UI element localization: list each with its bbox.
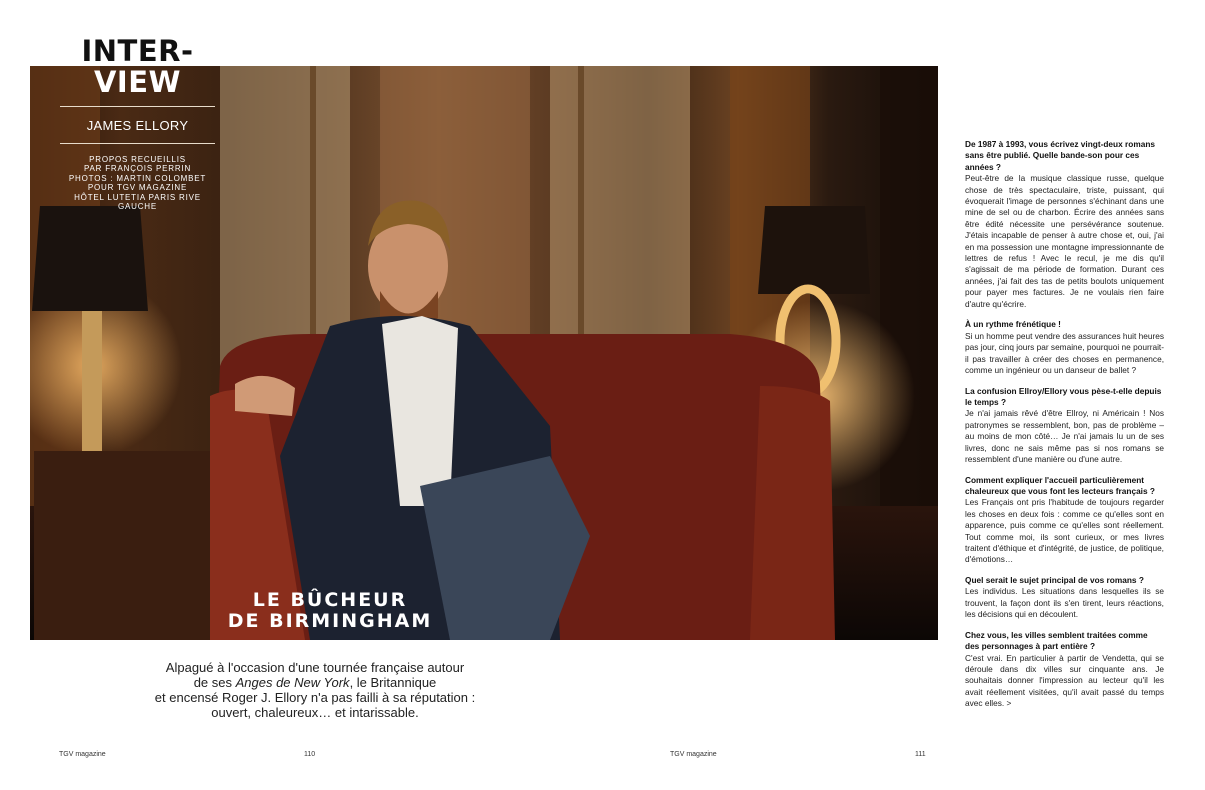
answer: C'est vrai. En particulier à partir de Vendetta, qui se déroule dans dix villes sur cinquante ans. Je souhaitais donner l'impression au lecteur qu'il les avait réellement visitées, qu'il avait passé du temps avec elles. >: [965, 652, 1164, 709]
standfirst-line: [150, 675, 480, 690]
question: À un rythme frénétique !: [965, 319, 1061, 330]
photo-illustration: [30, 66, 938, 640]
credit-line: PROPOS RECUEILLIS: [89, 155, 186, 164]
credit-line: PAR FRANÇOIS PERRIN: [83, 164, 192, 174]
question: De 1987 à 1993, vous écrivez vingt-deux romans sans être publié. Quelle bande-son pour ces années ?: [965, 139, 1155, 172]
credits-block: [55, 155, 220, 211]
answer: Peut-être de la musique classique russe, quelque chose de très spectaculaire, triste, puissant, qui évoquerait l'image de personnes s'échinant dans une mine de sel ou de charbon. Écrire des années sans être édité nécessite une persévérance soutenue. J'étais incapable de penser à autre chose et, oui, j'ai en ma possession une montagne impressionnante de lettres de refus ! Avec le recul, je me dis qu'il s'agissait de ma période de formation. Durant ces années, j'ai fait des tas de petits boulots uniquement pour payer mes factures. Je ne voulais rien faire d'autre qu'écrire.: [965, 173, 1164, 309]
standfirst-text: de ses: [193, 675, 236, 690]
book-title: Anges de New York: [235, 675, 350, 690]
credit-line: POUR TGV MAGAZINE: [87, 183, 188, 193]
standfirst-line: Alpagué à l'occasion d'une tournée française autour: [165, 660, 465, 675]
headline: [200, 590, 460, 632]
question: La confusion Ellroy/Ellory vous pèse-t-elle depuis le temps ?: [965, 385, 1162, 407]
standfirst: [150, 660, 480, 720]
answer: Les individus. Les situations dans lesquelles ils se trouvent, la façon dont ils s'en tirent, leurs réactions, les décisions qui en découlent.: [965, 586, 1164, 620]
credit-line: PHOTOS : MARTIN COLOMBET: [68, 173, 207, 183]
standfirst-text: , le Britannique: [349, 675, 437, 690]
headline-line-2: DE BIRMINGHAM: [227, 610, 433, 632]
interview-column: [965, 139, 1164, 719]
standfirst-line: et encensé Roger J. Ellory n'a pas failli à sa réputation :: [154, 690, 476, 705]
divider-bottom: [60, 143, 215, 144]
headline-line-1: LE BÛCHEUR: [252, 589, 408, 611]
qa-block: [965, 630, 1164, 710]
page-number-right: 111: [915, 751, 926, 758]
qa-block: [965, 386, 1164, 466]
question: Chez vous, les villes semblent traitées comme des personnages à part entière ?: [965, 629, 1148, 652]
qa-block: [965, 575, 1164, 621]
title-line-1: INTER-: [81, 34, 194, 68]
qa-block: [965, 319, 1164, 376]
answer: Je n'ai jamais rêvé d'être Ellroy, ni Américain ! Nos patronymes se ressemblent, bon, pas de problème – au moins de mon côté… Je n'ai jamais lu un de ses livres, donc ne sais même pas si nos romans se ressemblent d'une manière ou d'une autre.: [965, 408, 1164, 464]
question: Comment expliquer l'accueil particulièrement chaleureux que vous font les lecteurs français ?: [965, 474, 1155, 496]
footer-magazine-right: TGV magazine: [670, 751, 717, 758]
question: Quel serait le sujet principal de vos romans ?: [965, 574, 1144, 585]
credit-line: HÔTEL LUTETIA PARIS RIVE GAUCHE: [74, 192, 201, 212]
subject-name: JAMES ELLORY: [86, 118, 189, 133]
answer: Les Français ont pris l'habitude de toujours regarder les choses en deux fois : comme ce qu'elles sont en apparence, puis comme ce qu'elles sont réellement. Tout comme moi, ils sont curieux, or mes livres traitent d'éthique et d'intégrité, de justice, de politique, d'émotions…: [965, 497, 1164, 565]
qa-block: [965, 475, 1164, 566]
answer: Si un homme peut vendre des assurances huit heures pas jour, cinq jours par semaine, pourquoi ne pourrait-il pas travailler à créer des choses en permanence, comme un ingénieur ou un danseur de ballet ?: [965, 330, 1164, 375]
page-number-left: 110: [304, 751, 316, 758]
standfirst-line: ouvert, chaleureux… et intarissable.: [211, 705, 419, 720]
portrait-photo: [30, 66, 938, 640]
qa-block: [965, 139, 1164, 310]
divider-top: [60, 106, 215, 107]
footer-magazine-left: TGV magazine: [59, 751, 106, 758]
title-line-2: VIEW: [93, 65, 182, 99]
section-title: [60, 36, 215, 98]
